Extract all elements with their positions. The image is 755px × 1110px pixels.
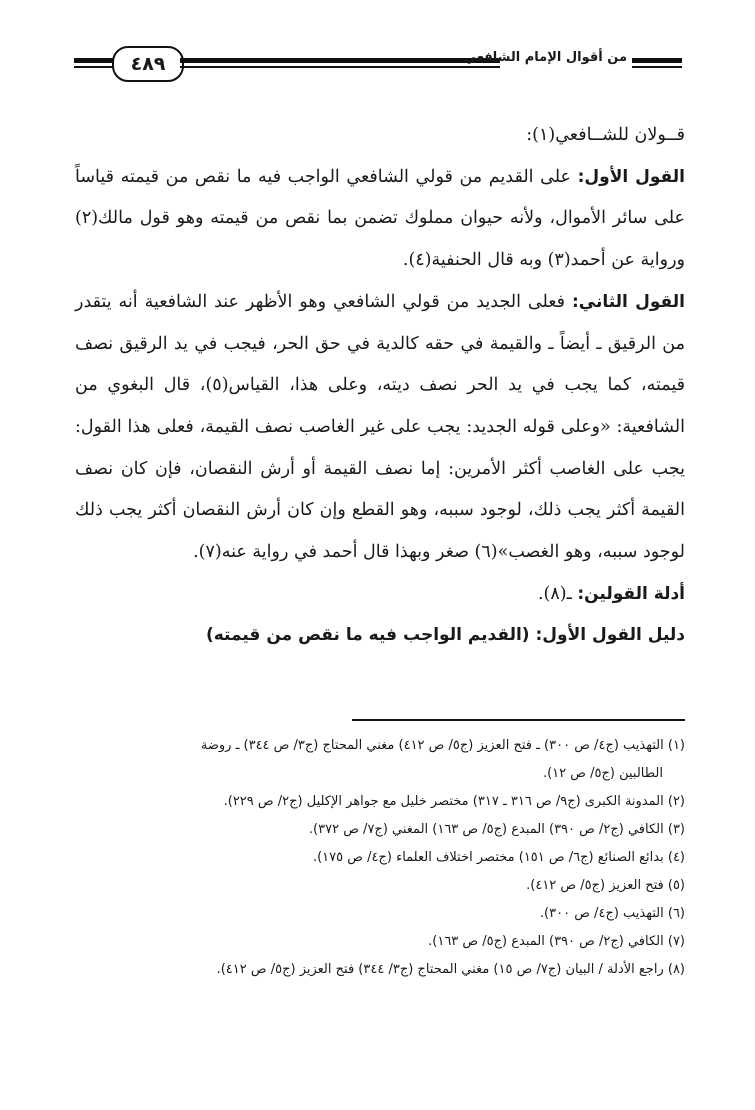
first-opinion-text: على القديم من قولي الشافعي الواجب فيه ما نقص من قيمته قياساً على سائر الأموال، ولأنه حيوان مملوك تضمن بما نقص من قيمته وهو قول مالك(٢) ورواية عن أحمد(٣) وبه قال الحنفية(٤). [75, 166, 685, 271]
footnote-1 [75, 732, 685, 760]
second-opinion-paragraph [75, 282, 685, 574]
footnote-1-continuation [75, 760, 685, 788]
footnote-8 [75, 956, 685, 984]
footnote-3-text: (٣) الكافي (ج٢/ ص ٣٩٠) المبدع (ج٥/ ص ١٦٣) المغني (ج٧/ ص ٣٧٢). [308, 822, 685, 837]
second-opinion-text: فعلى الجديد من قولي الشافعي وهو الأظهر عند الشافعية أنه يتقدر من الرقيق ـ أيضاً ـ والقيمة في حقه كالدية في حق الحر، فيجب في يد الرقيق نصف قيمته، كما يجب في يد الحر نصف ديته، وعلى هذا، القياس(٥)، قال البغوي من الشافعية: «وعلى قوله الجديد: يجب على غير الغاصب نصف القيمة، فعلى هذا القول: يجب على الغاصب أكثر الأمرين: إما نصف القيمة أو أرش النقصان، فإن كان نصف القيمة أكثر يجب ذلك، لوجود سببه، وهو القطع وإن كان أرش النقصان أكثر يجب ذلك لوجود سببه، وهو الغصب»(٦) صغر وبهذا قال أحمد في رواية عنه(٧). [75, 291, 685, 563]
proof-heading-line [75, 615, 685, 657]
footnote-5 [75, 872, 685, 900]
header-rule-right-thin [632, 66, 682, 68]
header-rule-middle-thin [180, 66, 500, 68]
page-number-badge [112, 46, 184, 82]
header-rule-right-thick [632, 58, 682, 63]
footnote-3 [75, 816, 685, 844]
footnote-1-text: (١) التهذيب (ج٤/ ص ٣٠٠) ـ فتح العزيز (ج٥/ ص ٤١٢) مغني المحتاج (ج٣/ ص ٣٤٤) ـ روضة [200, 738, 685, 753]
first-opinion-label: القول الأول: [577, 166, 686, 187]
intro-line [75, 115, 685, 157]
footnotes [75, 732, 685, 984]
evidence-line [75, 574, 685, 616]
intro-text: قــولان للشــافعي(١): [526, 125, 685, 145]
evidence-label: أدلة القولين: [577, 583, 685, 604]
main-text [75, 115, 685, 657]
page-header [0, 0, 755, 100]
footnote-1-cont-text: الطالبين (ج٥/ ص ١٢). [542, 766, 663, 781]
first-opinion-paragraph [75, 157, 685, 282]
footnote-8-text: (٨) راجع الأدلة / البيان (ج٧/ ص ١٥) مغني المحتاج (ج٣/ ٣٤٤) فتح العزيز (ج٥/ ص ٤١٢). [216, 962, 685, 977]
footnote-2 [75, 788, 685, 816]
footnote-6-text: (٦) التهذيب (ج٤/ ص ٣٠٠). [539, 906, 685, 921]
second-opinion-label: القول الثاني: [571, 291, 686, 312]
footnote-7-text: (٧) الكافي (ج٢/ ص ٣٩٠) المبدع (ج٥/ ص ١٦٣). [428, 934, 685, 949]
footnote-4-text: (٤) بدائع الصنائع (ج٦/ ص ١٥١) مختصر اختلاف العلماء (ج٤/ ص ١٧٥). [312, 850, 685, 865]
footnote-2-text: (٢) المدونة الكبرى (ج٩/ ص ٣١٦ ـ ٣١٧) مختصر خليل مع جواهر الإكليل (ج٢/ ص ٢٢٩). [223, 794, 685, 809]
footnote-7 [75, 928, 685, 956]
footnote-5-text: (٥) فتح العزيز (ج٥/ ص ٤١٢). [526, 878, 685, 893]
evidence-text: ـ(٨). [537, 583, 578, 604]
footnote-4 [75, 844, 685, 872]
footnote-separator [352, 719, 685, 721]
footnote-6 [75, 900, 685, 928]
running-title: من أقوال الإمام الشافعي [463, 50, 627, 65]
header-rule-middle-thick [180, 58, 500, 63]
page-number: ٤٨٩ [130, 53, 166, 75]
proof-heading: دليل القول الأول: (القديم الواجب فيه ما نقص من قيمته) [205, 625, 685, 646]
header-rule-left-thin [74, 66, 114, 68]
header-rule-left-thick [74, 58, 114, 63]
